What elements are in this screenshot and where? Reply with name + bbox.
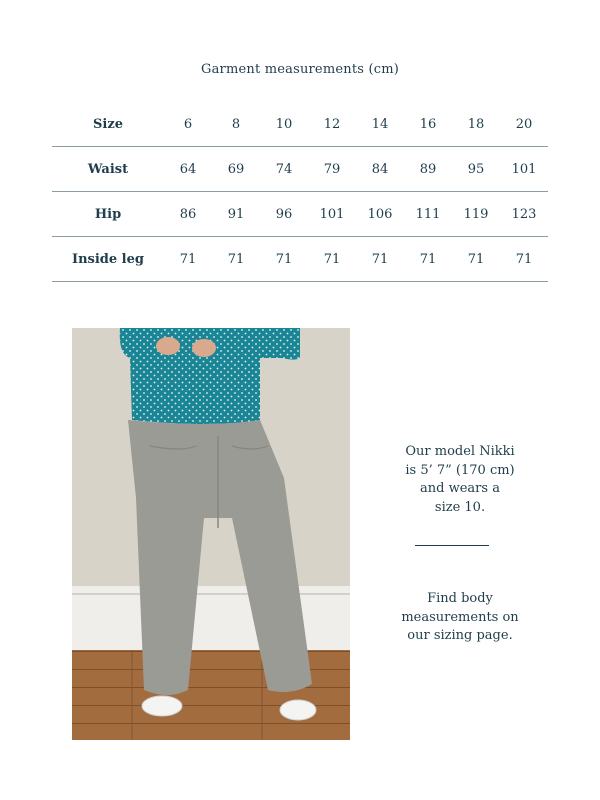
table-cell: 86 <box>164 192 212 237</box>
sizing-note-line: measurements on <box>401 609 519 625</box>
table-cell: 101 <box>308 192 356 237</box>
table-cell: 89 <box>404 147 452 192</box>
table-row <box>52 192 548 237</box>
left-shoe <box>142 696 182 716</box>
table-cell: 8 <box>212 102 260 147</box>
model-info-line: and wears a <box>420 481 500 496</box>
table-cell: 123 <box>500 192 548 237</box>
measurements-table <box>52 102 548 282</box>
table-header-row <box>52 102 548 147</box>
table-cell: 79 <box>308 147 356 192</box>
table-cell: 12 <box>308 102 356 147</box>
table-row-label: Size <box>52 102 164 147</box>
table-cell: 74 <box>260 147 308 192</box>
sizing-note-line: Find body <box>427 591 493 606</box>
table-cell: 71 <box>404 237 452 282</box>
table-row-label: Hip <box>52 192 164 237</box>
table-cell: 6 <box>164 102 212 147</box>
model-info-line: size 10. <box>434 499 486 515</box>
table-cell: 95 <box>452 147 500 192</box>
table-row <box>52 237 548 282</box>
table-cell: 14 <box>356 102 404 147</box>
table-cell: 91 <box>212 192 260 237</box>
table-cell: 71 <box>260 237 308 282</box>
skirting-board <box>72 586 350 650</box>
table-cell: 20 <box>500 102 548 147</box>
table-cell: 111 <box>404 192 452 237</box>
model-info-line: is 5’ 7” (170 cm) <box>405 462 515 478</box>
table-cell: 71 <box>500 237 548 282</box>
sizing-note-line: our sizing page. <box>407 628 513 643</box>
table-cell: 119 <box>452 192 500 237</box>
table-row-label: Inside leg <box>52 237 164 282</box>
table-cell: 71 <box>164 237 212 282</box>
table-cell: 10 <box>260 102 308 147</box>
table-cell: 69 <box>212 147 260 192</box>
model-illustration <box>72 328 350 740</box>
table-cell: 71 <box>308 237 356 282</box>
page-title: Garment measurements (cm) <box>201 62 399 77</box>
table-row-label: Waist <box>52 147 164 192</box>
table-cell: 106 <box>356 192 404 237</box>
table-cell: 16 <box>404 102 452 147</box>
divider <box>415 545 489 546</box>
table-cell: 71 <box>212 237 260 282</box>
sizing-page-note <box>380 590 540 646</box>
right-hand <box>192 339 216 357</box>
table-cell: 64 <box>164 147 212 192</box>
model-info-line: Our model Nikki <box>405 444 515 459</box>
table-row <box>52 147 548 192</box>
table-cell: 71 <box>356 237 404 282</box>
left-hand <box>156 337 180 355</box>
table-cell: 18 <box>452 102 500 147</box>
table-cell: 101 <box>500 147 548 192</box>
table-cell: 84 <box>356 147 404 192</box>
right-shoe <box>280 700 316 720</box>
model-photo <box>72 328 350 740</box>
model-info <box>380 443 540 517</box>
table-cell: 71 <box>452 237 500 282</box>
table-cell: 96 <box>260 192 308 237</box>
